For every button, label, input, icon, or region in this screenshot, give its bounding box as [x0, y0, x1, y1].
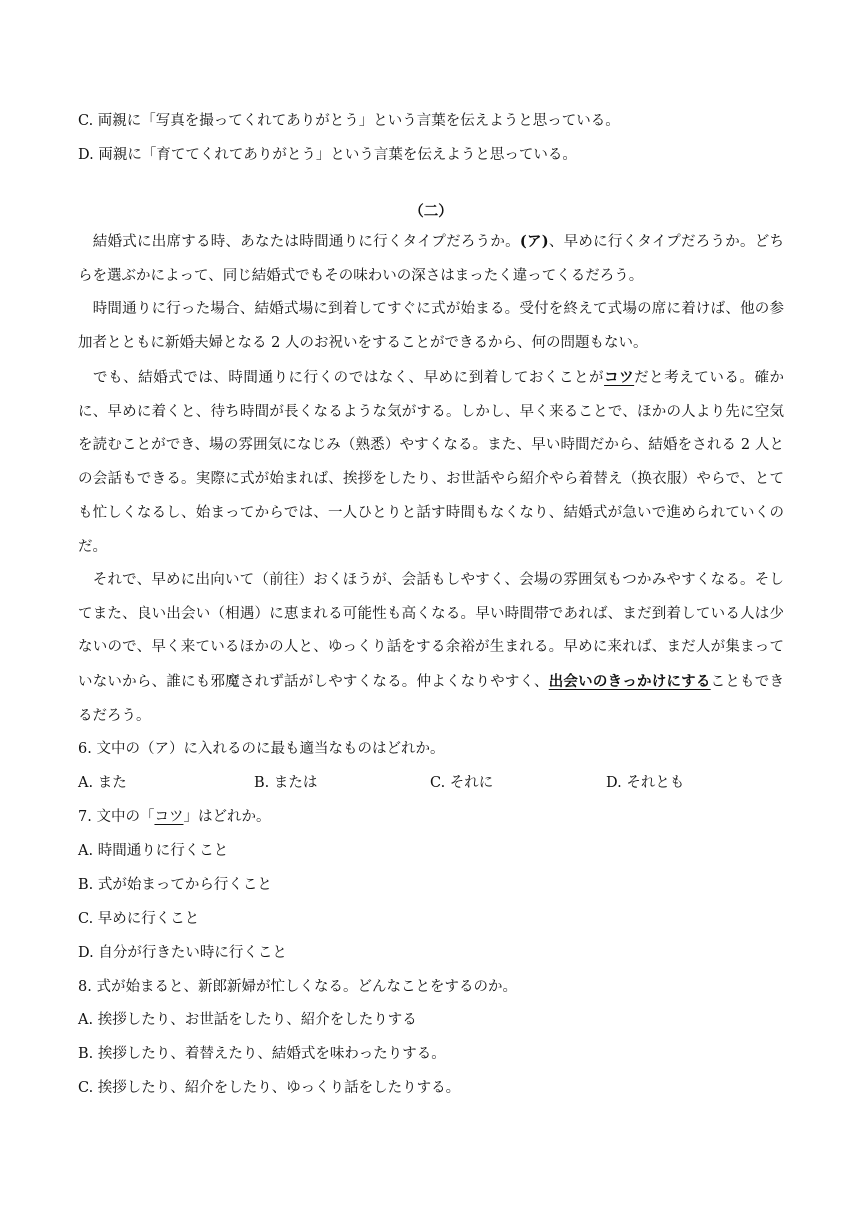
- option-c-prev: C. 両親に「写真を撮ってくれてありがとう」という言葉を伝えようと思っている。: [78, 113, 620, 129]
- deai-underlined: 出会いのきっかけにする: [548, 673, 711, 691]
- question-7-stem: [78, 807, 270, 827]
- paragraph-4-text-a: それで、早めに出向いて（前往）おくほうが、会話もしやすく、会場の雰囲気もつかみやすくなる。そしてまた、良い出会い（相遇）に恵まれる可能性も高くなる。早い時間帯であれば、まだ到着している人は少ないので、早く来ているほかの人と、ゆっくり話をする余裕が生まれる。早めに来れば、まだ人が集まっていないから、誰にも邪魔されず話がしやすくなる。仲よくなりやすく、: [78, 572, 784, 691]
- q7-option-c: C. 早めに行くこと: [78, 911, 200, 927]
- q7-option-d: D. 自分が行きたい時に行くこと: [78, 945, 287, 961]
- q7-option-a: A. 時間通りに行くこと: [78, 843, 229, 859]
- question-8-stem: 8. 式が始まると、新郎新婦が忙しくなる。どんなことをするのか。: [78, 979, 517, 995]
- q7-option-b: B. 式が始まってから行くこと: [78, 877, 272, 893]
- paragraph-3: [78, 361, 784, 564]
- q8-option-c: C. 挨拶したり、紹介をしたり、ゆっくり話をしたりする。: [78, 1080, 461, 1096]
- blank-a: (ア): [519, 233, 549, 250]
- option-d-prev: D. 両親に「育ててくれてありがとう」という言葉を伝えようと思っている。: [78, 147, 577, 163]
- question-6-stem: 6. 文中の（ア）に入れるのに最も適当なものはどれか。: [78, 741, 445, 757]
- question-7-stem-b: 」はどれか。: [183, 809, 271, 825]
- paragraph-1-text-b: 、早めに行くタイプだろうか。どちらを選ぶかによって、同じ結婚式でもその味わいの深さはまったく違ってくるだろう。: [78, 234, 784, 284]
- section-title: （二）: [409, 203, 453, 220]
- paragraph-2: 時間通りに行った場合、結婚式場に到着してすぐに式が始まる。受付を終えて式場の席に着けば、他の参加者とともに新婚夫婦となる 2 人のお祝いをすることができるから、何の問題もない。: [78, 301, 784, 351]
- paragraph-4-text-b: こともできるだろう。: [78, 674, 784, 724]
- paragraph-1-text-a: 結婚式に出席する時、あなたは時間通りに行くタイプだろうか。: [78, 234, 520, 250]
- q6-option-b: B. または: [254, 775, 318, 791]
- paragraph-3-text-a: でも、結婚式では、時間通りに行くのではなく、早めに到着しておくことが: [78, 370, 605, 386]
- paragraph-4: [78, 564, 784, 734]
- question-7-kotsu: コツ: [154, 809, 184, 825]
- q6-option-d: D. それとも: [606, 775, 685, 791]
- q6-option-c: C. それに: [430, 775, 494, 791]
- kotsu-underlined: コツ: [604, 369, 635, 386]
- q8-option-a: A. 挨拶したり、お世話をしたり、紹介をしたりする: [78, 1012, 417, 1028]
- paragraph-1: [78, 225, 784, 293]
- q8-option-b: B. 挨拶したり、着替えたり、結婚式を味わったりする。: [78, 1046, 446, 1062]
- question-7-stem-a: 7. 文中の「: [78, 809, 155, 825]
- q6-option-a: A. また: [78, 775, 127, 791]
- paragraph-3-text-b: だと考えている。確かに、早めに着くと、待ち時間が長くなるような気がする。しかし、早く来ることで、ほかの人より先に空気を読むことができ、場の雰囲気になじみ（熟悉）やすくなる。また、早い時間だから、結婚をされる 2 人との会話もできる。実際に式が始まれば、挨拶をしたり、お世話やら紹介やら着替え（换衣服）やらで、とても忙しくなるし、始まってからでは、一人ひとりと話す時間もなくなり、結婚式が急いで進められていくのだ。: [78, 370, 784, 555]
